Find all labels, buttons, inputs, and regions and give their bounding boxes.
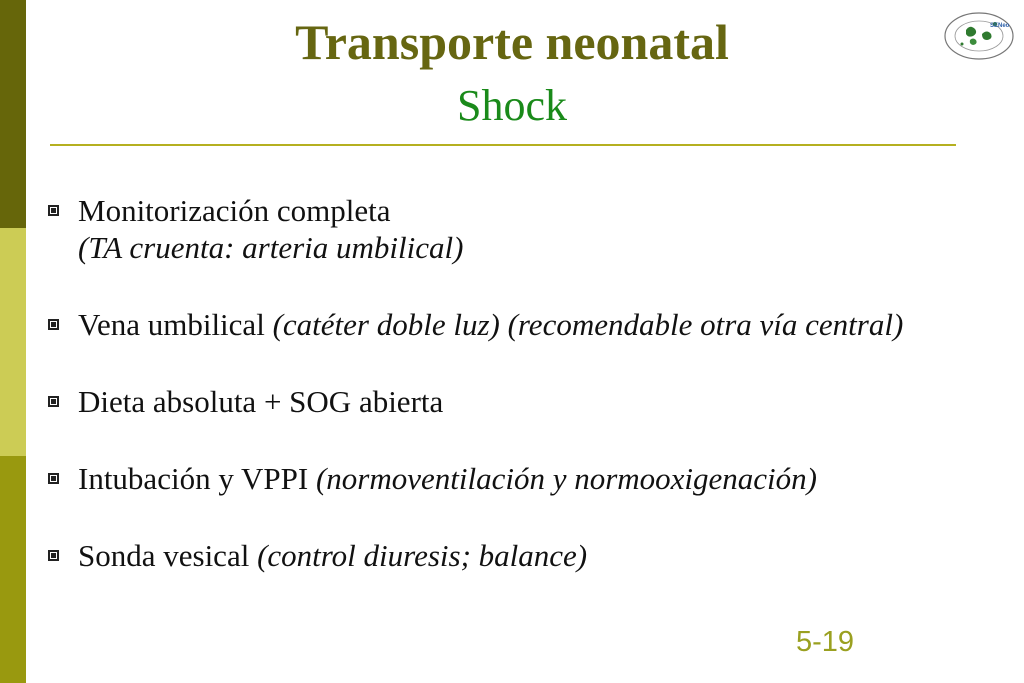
square-bullet-icon bbox=[48, 550, 59, 561]
accent-bar-segment-mid bbox=[0, 456, 26, 683]
seneo-logo-icon bbox=[940, 10, 1018, 62]
square-bullet-icon bbox=[48, 473, 59, 484]
list-item bbox=[44, 537, 1004, 574]
list-item bbox=[44, 460, 1004, 497]
logo-text: SENeo bbox=[990, 23, 1010, 29]
accent-bar-segment-light bbox=[0, 228, 26, 456]
bullet-italic-note: (normoventilación y normooxigenación) bbox=[315, 461, 817, 496]
page-number: 5-19 bbox=[796, 626, 855, 658]
slide-subtitle: Shock bbox=[457, 81, 567, 130]
title-divider bbox=[50, 144, 956, 146]
bullet-italic-note: (TA cruenta: arteria umbilical) bbox=[78, 230, 464, 265]
square-bullet-icon bbox=[48, 319, 59, 330]
list-item bbox=[44, 306, 1004, 343]
square-bullet-icon bbox=[48, 205, 59, 216]
slide-title: Transporte neonatal bbox=[295, 14, 729, 70]
bullet-text: Sonda vesical bbox=[78, 538, 250, 573]
bullet-italic-note: (control diuresis; balance) bbox=[257, 538, 588, 573]
bullet-text: Vena umbilical bbox=[78, 307, 265, 342]
square-bullet-icon bbox=[48, 396, 59, 407]
bullet-text: Dieta absoluta + SOG abierta bbox=[78, 384, 444, 419]
bullet-text: Monitorización completa bbox=[78, 193, 391, 228]
bullet-text: Intubación y VPPI bbox=[78, 461, 309, 496]
bullet-list bbox=[44, 192, 1004, 574]
bullet-italic-note: (catéter doble luz) (recomendable otra vía central) bbox=[272, 307, 904, 342]
list-item bbox=[44, 192, 1004, 266]
list-item bbox=[44, 383, 1004, 420]
